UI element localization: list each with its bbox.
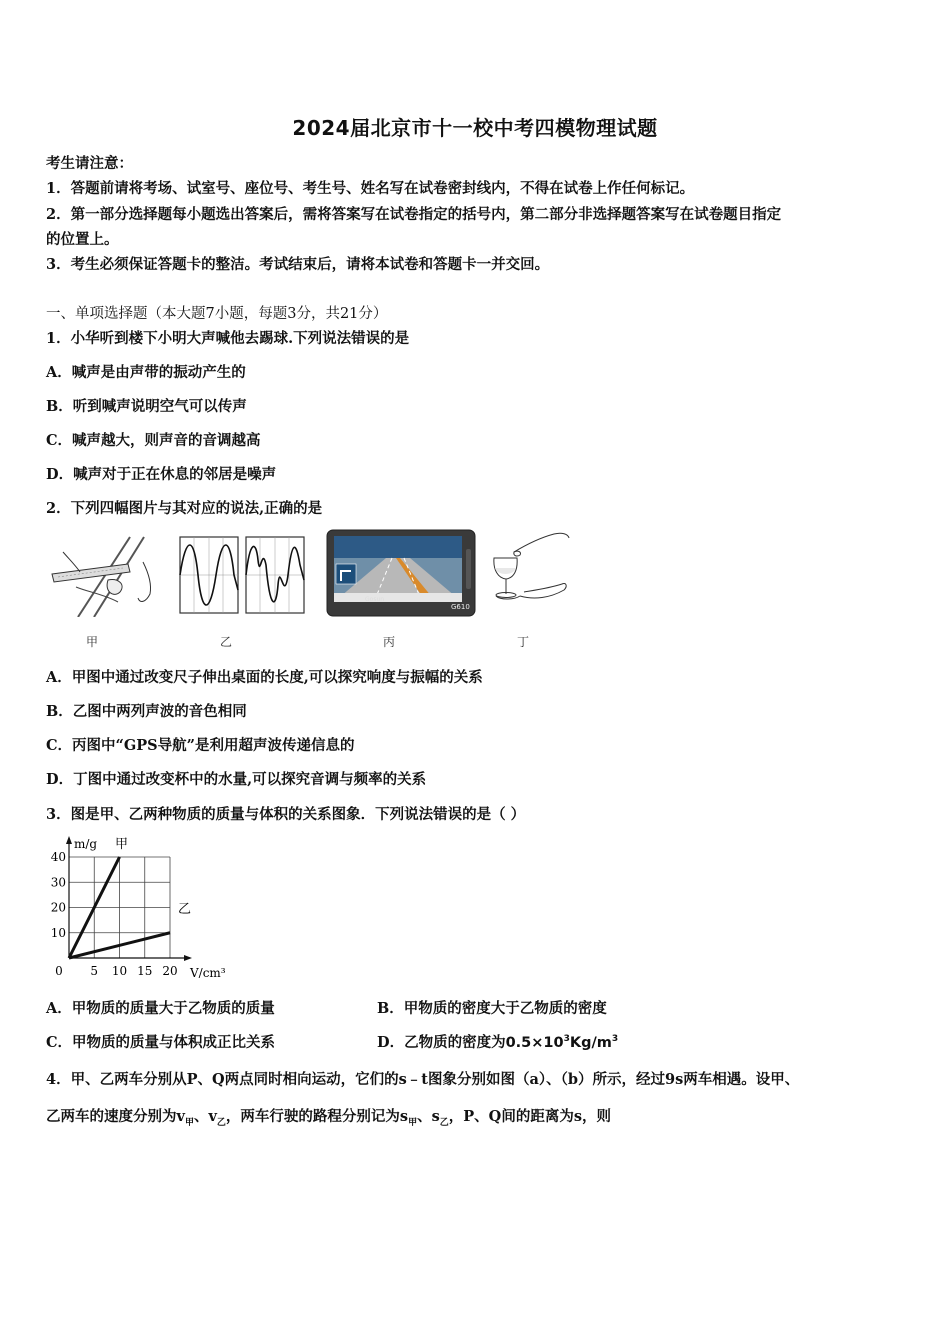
q2-option-a: A．甲图中通过改变尺子伸出桌面的长度,可以探究响度与振幅的关系: [46, 669, 483, 686]
q3-option-d: [377, 1031, 618, 1052]
q4-text: 、s: [417, 1108, 440, 1125]
density-value: 0.5×10: [505, 1035, 564, 1051]
q3-option-d-prefix: D．乙物质的密度为: [377, 1034, 506, 1051]
q4-text: 、v: [193, 1108, 217, 1125]
series-label-jia: 甲: [115, 837, 129, 852]
gps-model: G610: [451, 603, 470, 611]
q4-line-1: 4．甲、乙两车分别从P、Q两点同时相向运动，它们的s﹣t图象分别如图（a）、（b）所示，经过9s两车相遇。设甲、: [46, 1071, 800, 1088]
q4-text: ，两车行驶的路程分别记为s: [225, 1108, 409, 1125]
y-tick-label: 30: [50, 875, 66, 890]
notice-item: 3．考生必须保证答题卡的整洁。考试结束后，请将本试卷和答题卡一并交回。: [46, 256, 550, 273]
density-exponent: 3: [563, 1034, 570, 1045]
caption-jia: 甲: [86, 635, 99, 649]
notice-item: 的位置上。: [46, 231, 119, 248]
x-tick-label: 10: [111, 964, 128, 978]
q4-sub: 乙: [439, 1117, 449, 1128]
notice-heading: 考生请注意：: [46, 155, 133, 172]
series-label-yi: 乙: [178, 901, 192, 917]
q3-option-a: A．甲物质的质量大于乙物质的质量: [46, 1000, 275, 1017]
q2-option-c: C．丙图中“GPS导航”是利用超声波传递信息的: [46, 737, 355, 754]
y-tick-label: 40: [50, 850, 66, 864]
density-unit: Kg/m: [569, 1035, 612, 1051]
q4-text: ，P、Q间的距离为s，则: [448, 1108, 611, 1125]
caption-ding: 丁: [517, 635, 530, 649]
density-unit-exponent: 3: [611, 1034, 619, 1045]
x-tick-label: 0: [55, 964, 63, 978]
y-tick-label: 10: [50, 925, 66, 940]
ruler-figure: [48, 532, 160, 621]
q1-option-a: A．喊声是由声带的振动产生的: [46, 364, 246, 381]
y-axis-arrow: [66, 836, 72, 844]
page-title: 2024届北京市十一校中考四模物理试题: [292, 116, 658, 140]
q4-line-2: [46, 1105, 611, 1128]
x-axis-label: V/cm³: [190, 966, 226, 980]
y-tick-label: 20: [50, 900, 66, 915]
notice-item: 2．第一部分选择题每小题选出答案后，需将答案写在试卷指定的括号内，第二部分非选择题答案写在试卷题目指定: [46, 206, 782, 223]
x-tick-label: 20: [162, 964, 178, 978]
q1-option-b: B．听到喊声说明空气可以传声: [46, 398, 247, 415]
q4-sub: 甲: [184, 1117, 194, 1128]
q3-option-c: C．甲物质的质量与体积成正比关系: [46, 1034, 276, 1051]
q2-option-b: B．乙图中两列声波的音色相同: [46, 703, 247, 720]
section-heading: 一、单项选择题（本大题7小题，每题3分，共21分）: [46, 306, 388, 322]
q2-option-d: D．丁图中通过改变杯中的水量,可以探究音调与频率的关系: [46, 771, 427, 788]
q3-option-b: B．甲物质的密度大于乙物质的密度: [377, 1000, 607, 1017]
question-stem: 3．图是甲、乙两种物质的质量与体积的关系图象．下列说法错误的是（ ）: [46, 806, 526, 823]
x-axis-arrow: [184, 955, 192, 961]
caption-yi: 乙: [220, 635, 233, 649]
q4-sub: 乙: [216, 1117, 226, 1128]
x-tick-label: 5: [90, 964, 99, 978]
mass-volume-chart: [40, 830, 240, 989]
y-axis-label: m/g: [74, 837, 98, 851]
waveform-figure: [178, 535, 308, 619]
wineglass-figure: [484, 528, 570, 612]
q4-text: 乙两车的速度分别为v: [46, 1108, 185, 1125]
question-stem: 1．小华听到楼下小明大声喊他去踢球.下列说法错误的是: [46, 330, 410, 347]
x-tick-label: 15: [137, 964, 153, 978]
question-stem: 2．下列四幅图片与其对应的说法,正确的是: [46, 500, 323, 517]
caption-bing: 丙: [383, 635, 396, 649]
q1-option-d: D．喊声对于正在休息的邻居是噪声: [46, 466, 277, 483]
gps-brand: Gosun: [365, 596, 385, 603]
notice-item: 1．答题前请将考场、试室号、座位号、考生号、姓名写在试卷密封线内，不得在试卷上作任何标记。: [46, 180, 695, 197]
q4-sub: 甲: [408, 1117, 418, 1128]
q1-option-c: C．喊声越大，则声音的音调越高: [46, 432, 261, 449]
